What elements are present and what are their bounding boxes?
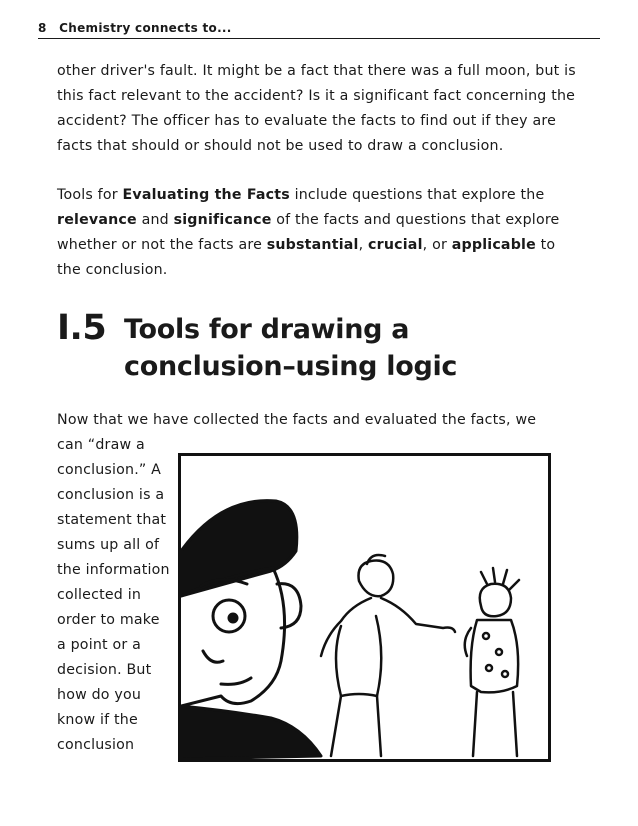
foreground-head [181, 501, 321, 759]
text-run: Tools for [57, 187, 123, 203]
text-run: include questions that explore the [289, 187, 545, 203]
text-run: , [358, 237, 369, 253]
cartoon-drawing [181, 456, 548, 759]
body-paragraph-1: other driver's fault. It might be a fact that there was a full moon, but is this fact relevant to the accident? Is it a significant fact concerning the accident? The officer has to evaluate the facts to find out if they are facts that should or should not be used to draw a conclusion. [57, 63, 576, 154]
term-evaluating-the-facts: Evaluating the Facts [122, 187, 290, 203]
running-title: Chemistry connects to... [59, 21, 232, 35]
text-run: and [136, 212, 174, 228]
running-header [38, 21, 600, 39]
accused-figure [465, 568, 519, 756]
text-run: to the conclusion. [57, 237, 556, 278]
text-run: of the facts and questions that explore whether or not the facts are [57, 212, 560, 253]
page-number: 8 [38, 21, 47, 35]
section-number: I.5 [57, 308, 107, 348]
term-applicable: applicable [451, 237, 536, 253]
term-significance: significance [173, 212, 272, 228]
text-run: , or [422, 237, 452, 253]
term-substantial: substantial [266, 237, 359, 253]
section-title: Tools for drawing a conclusion–using logic [124, 314, 458, 382]
term-crucial: crucial [368, 237, 423, 253]
paragraph-wrapped-text: can “draw a conclusion.” A conclusion is a statement that sums up all of the information collected in order to make a point or a decision. But how do you know if the conclusion [57, 437, 170, 753]
cartoon-illustration [178, 453, 551, 762]
paragraph-lead-line: Now that we have collected the facts and evaluated the facts, we [57, 412, 537, 428]
accusing-figure [321, 555, 455, 756]
body-paragraph-2 [57, 183, 577, 283]
term-relevance: relevance [57, 212, 137, 228]
